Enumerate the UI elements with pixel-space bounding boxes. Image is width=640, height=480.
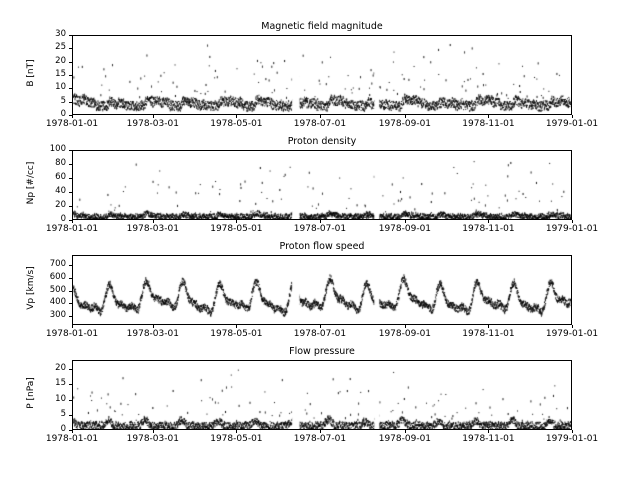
x-tick-label: 1978-01-01: [45, 329, 99, 339]
x-tick-label: 1978-03-01: [126, 434, 179, 444]
y-tick-mark: [69, 164, 72, 165]
x-tick-label: 1978-11-01: [462, 119, 515, 129]
y-tick-mark: [69, 384, 72, 385]
y-tick-mark: [69, 102, 72, 103]
y-tick-mark: [69, 369, 72, 370]
x-tick-label: 1978-09-01: [378, 329, 432, 339]
x-tick-mark: [320, 430, 321, 433]
x-tick-mark: [572, 325, 573, 328]
y-tick-label: 10: [55, 82, 66, 93]
y-tick-mark: [69, 316, 72, 317]
plot-area-3: [72, 255, 572, 325]
data-points-1: [73, 36, 571, 114]
x-tick-mark: [405, 430, 406, 433]
panel-title-3: Proton flow speed: [279, 241, 365, 252]
y-tick-label: 40: [55, 186, 66, 196]
y-tick-label: 20: [55, 200, 66, 210]
y-axis-label-3: Vp [km/s]: [26, 266, 36, 310]
y-tick-mark: [69, 206, 72, 207]
x-tick-mark: [405, 220, 406, 223]
x-tick-mark: [320, 115, 321, 118]
x-tick-mark: [153, 325, 154, 328]
y-tick-mark: [69, 35, 72, 36]
y-tick-mark: [69, 278, 72, 279]
x-tick-label: 1978-07-01: [293, 119, 347, 129]
x-tick-label: 1978-09-01: [378, 119, 432, 129]
y-tick-label: 15: [55, 69, 66, 79]
x-tick-label: 1978-07-01: [293, 434, 347, 444]
x-tick-mark: [572, 115, 573, 118]
y-tick-mark: [69, 48, 72, 49]
y-tick-label: 300: [49, 310, 66, 321]
y-tick-mark: [69, 88, 72, 89]
panel-title-2: Proton density: [287, 136, 357, 147]
y-tick-mark: [69, 303, 72, 304]
x-tick-mark: [488, 115, 489, 118]
y-tick-mark: [69, 265, 72, 266]
y-tick-mark: [69, 62, 72, 63]
y-tick-label: 20: [55, 363, 66, 374]
x-tick-mark: [153, 115, 154, 118]
y-tick-label: 80: [55, 158, 66, 168]
x-tick-label: 1978-11-01: [462, 329, 515, 339]
x-tick-label: 1978-01-01: [45, 434, 99, 444]
x-tick-mark: [320, 220, 321, 223]
x-tick-label: 1978-09-01: [378, 434, 432, 444]
x-tick-mark: [488, 325, 489, 328]
x-tick-mark: [405, 325, 406, 328]
y-tick-mark: [69, 400, 72, 401]
x-tick-mark: [153, 220, 154, 223]
x-tick-mark: [236, 430, 237, 433]
y-axis-label-4: P [nPa]: [26, 377, 36, 409]
x-tick-label: 1978-09-01: [378, 224, 432, 234]
y-tick-label: 10: [55, 393, 66, 404]
x-tick-mark: [572, 430, 573, 433]
y-tick-mark: [69, 415, 72, 416]
y-tick-label: 0: [60, 424, 66, 434]
y-axis-label-2: Np [#/cc]: [26, 161, 36, 205]
y-tick-mark: [69, 150, 72, 151]
y-tick-label: 60: [55, 172, 66, 182]
x-tick-label: 1979-01-01: [545, 224, 599, 234]
x-tick-mark: [572, 220, 573, 223]
x-tick-mark: [320, 325, 321, 328]
panel-title-1: Magnetic field magnitude: [261, 21, 383, 32]
x-tick-label: 1978-03-01: [126, 119, 179, 129]
y-tick-label: 0: [60, 109, 66, 119]
x-tick-mark: [405, 115, 406, 118]
y-tick-label: 0: [60, 214, 66, 224]
x-tick-mark: [236, 325, 237, 328]
x-tick-label: 1978-05-01: [210, 119, 263, 129]
y-tick-label: 400: [49, 297, 66, 308]
x-tick-label: 1978-05-01: [210, 224, 263, 234]
y-tick-mark: [69, 291, 72, 292]
x-tick-mark: [153, 430, 154, 433]
data-points-2: [73, 151, 571, 219]
data-points-3: [73, 256, 571, 324]
y-tick-label: 30: [55, 29, 66, 39]
y-tick-label: 500: [49, 284, 66, 295]
x-tick-mark: [72, 325, 73, 328]
y-tick-label: 5: [60, 408, 66, 419]
y-tick-label: 700: [49, 259, 66, 270]
y-tick-mark: [69, 192, 72, 193]
x-tick-mark: [488, 430, 489, 433]
y-tick-label: 5: [60, 95, 66, 106]
x-tick-mark: [72, 430, 73, 433]
x-tick-label: 1978-03-01: [126, 224, 179, 234]
plot-area-2: [72, 150, 572, 220]
x-tick-label: 1978-03-01: [126, 329, 179, 339]
y-tick-label: 25: [55, 42, 66, 53]
y-axis-label-1: B [nT]: [26, 59, 36, 87]
x-tick-label: 1978-07-01: [293, 329, 347, 339]
x-tick-mark: [72, 220, 73, 223]
x-tick-label: 1979-01-01: [545, 329, 599, 339]
y-tick-mark: [69, 75, 72, 76]
y-tick-mark: [69, 178, 72, 179]
x-tick-label: 1978-07-01: [293, 224, 347, 234]
y-tick-label: 15: [55, 378, 66, 389]
plot-area-4: [72, 360, 572, 430]
x-tick-label: 1978-11-01: [462, 224, 515, 234]
x-tick-label: 1978-11-01: [462, 434, 515, 444]
x-tick-label: 1978-05-01: [210, 329, 263, 339]
x-tick-mark: [236, 220, 237, 223]
x-tick-mark: [236, 115, 237, 118]
x-tick-label: 1979-01-01: [545, 434, 599, 444]
y-tick-label: 20: [55, 55, 66, 66]
x-tick-label: 1978-05-01: [210, 434, 263, 444]
x-tick-mark: [72, 115, 73, 118]
panel-title-4: Flow pressure: [289, 346, 355, 357]
x-tick-mark: [488, 220, 489, 223]
x-tick-label: 1978-01-01: [45, 224, 99, 234]
data-points-4: [73, 361, 571, 429]
x-tick-label: 1979-01-01: [545, 119, 599, 129]
y-tick-label: 100: [49, 144, 66, 154]
x-tick-label: 1978-01-01: [45, 119, 99, 129]
y-tick-label: 600: [49, 271, 66, 282]
plot-area-1: [72, 35, 572, 115]
